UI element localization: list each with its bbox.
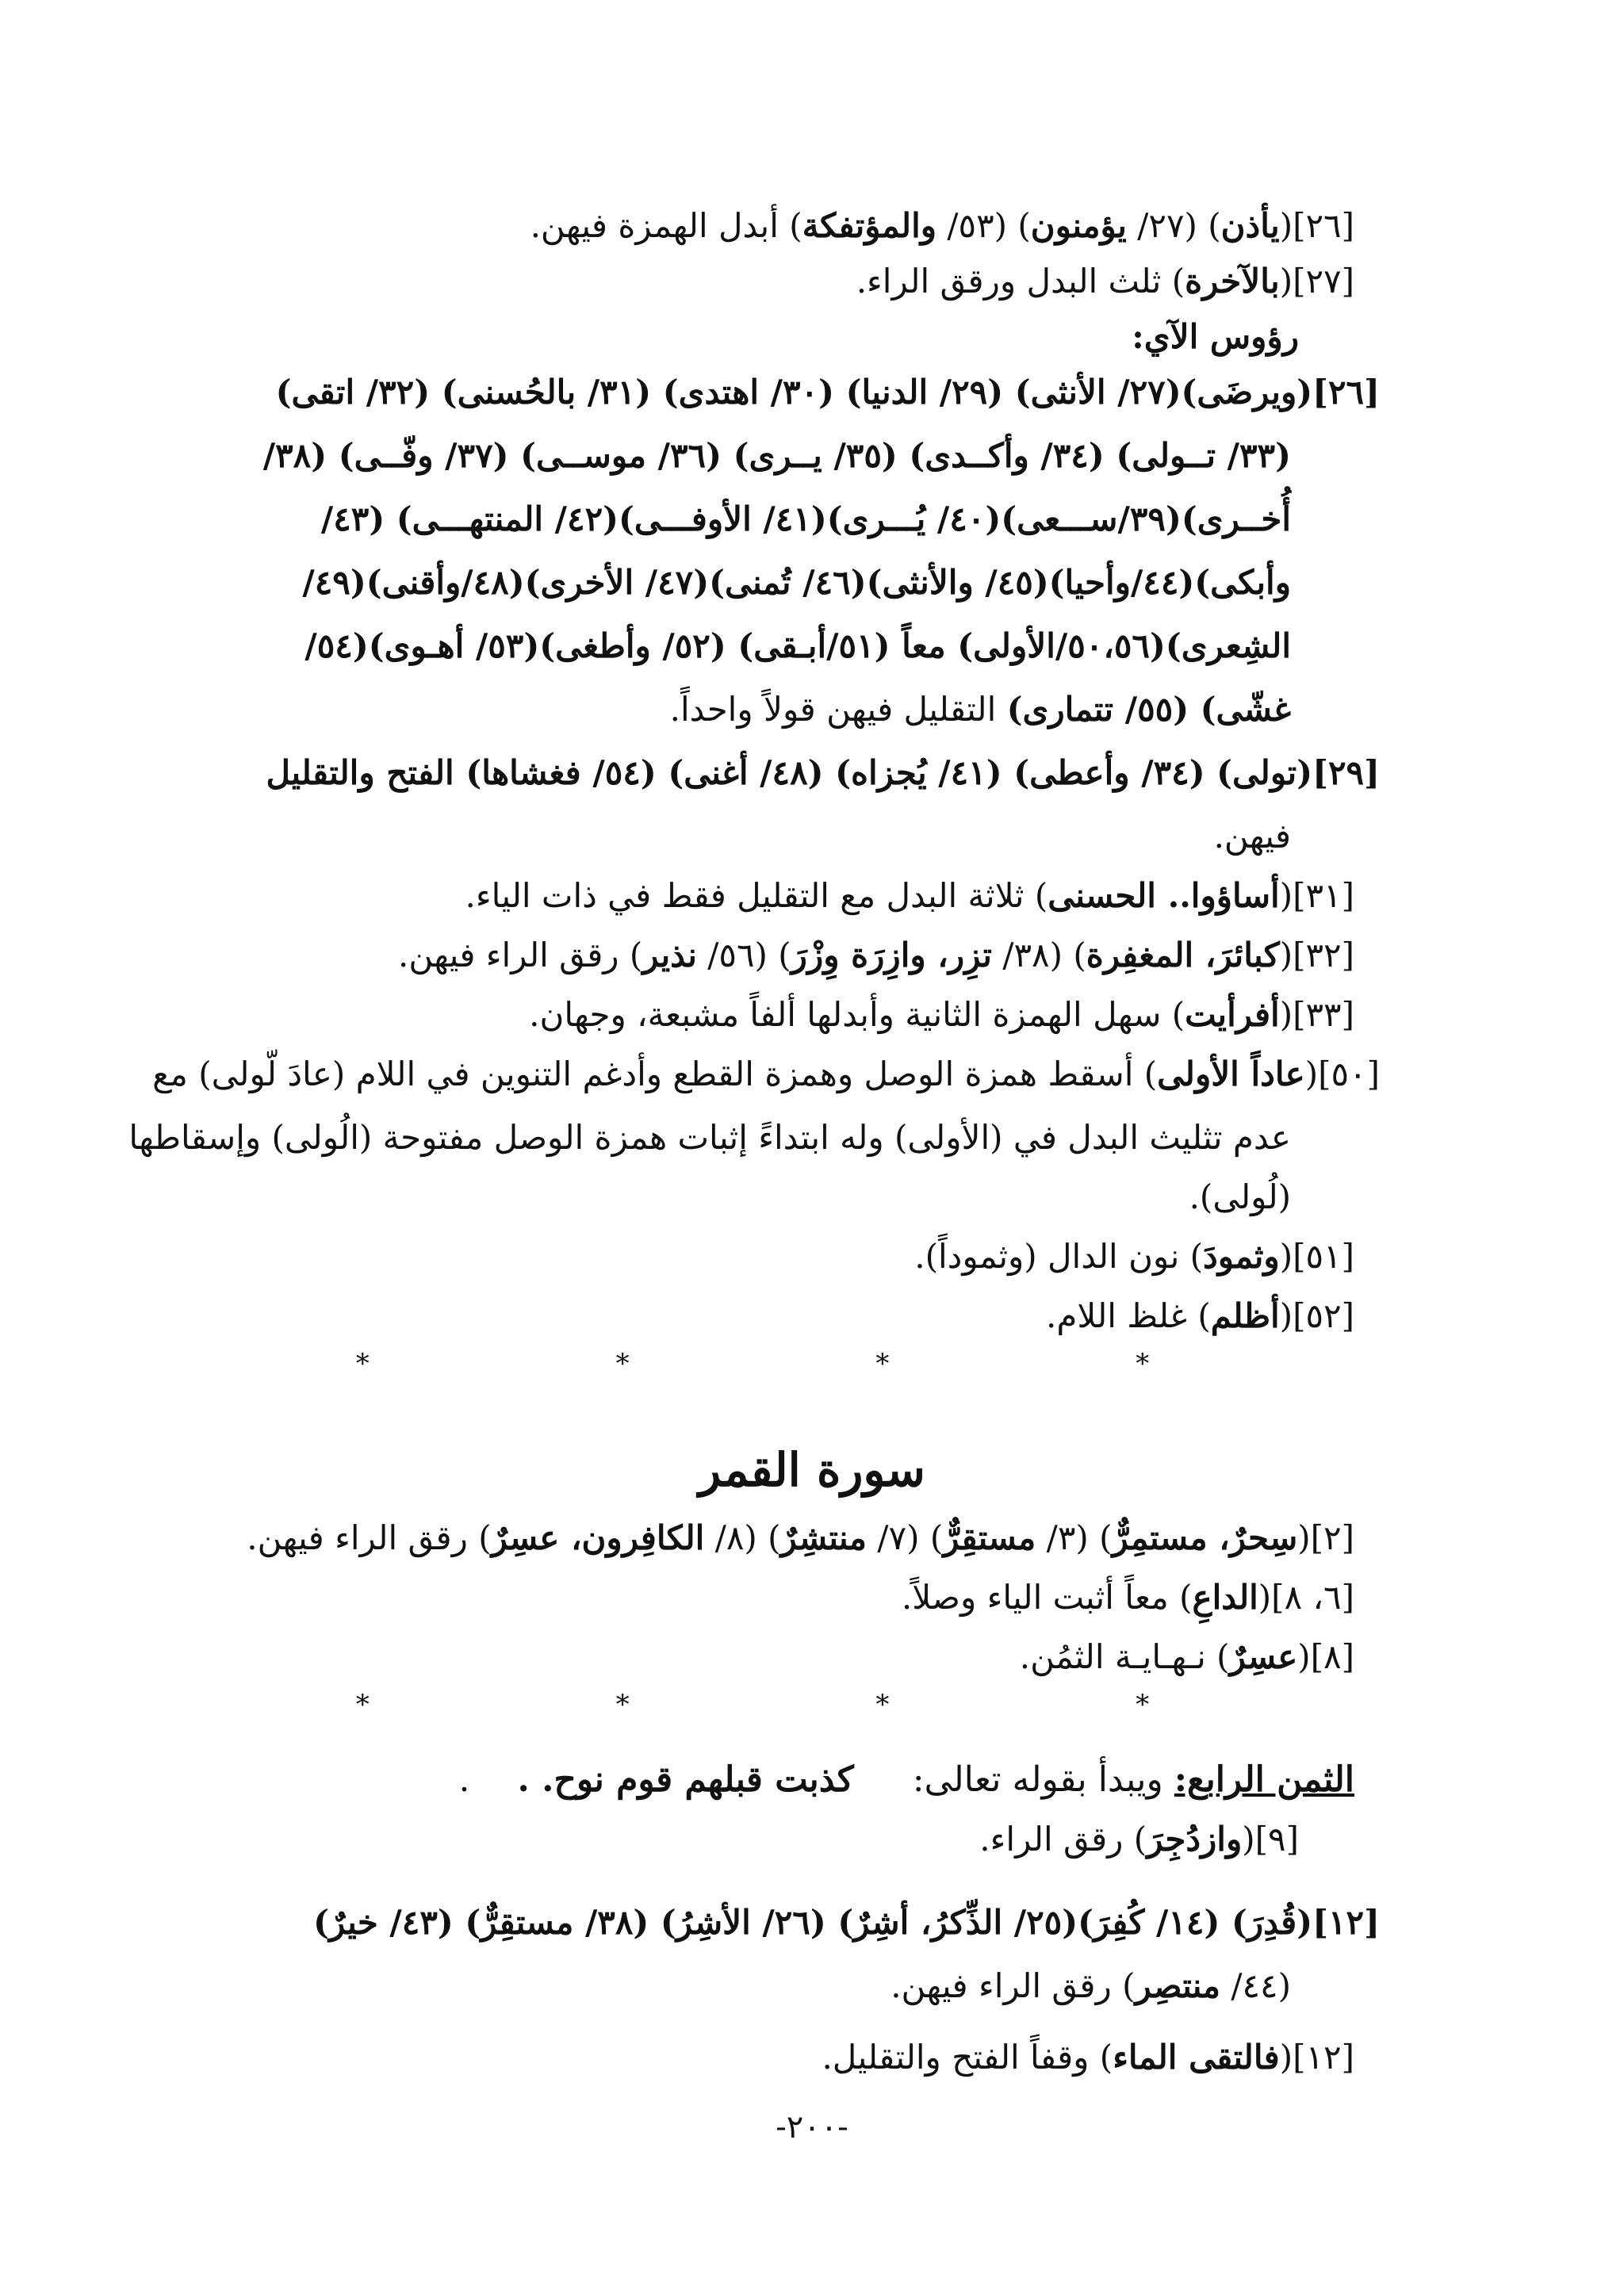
note-line-50-cont2: (لُولى).: [1189, 1177, 1291, 1216]
section-heading-ruus: رؤوس الآي:: [1132, 317, 1299, 356]
note-line-27: [٢٧](بالآخرة) ثلث البدل ورقق الراء.: [856, 262, 1354, 301]
section-separator-stars: * * * *: [355, 1348, 1269, 1380]
ruus-line-1: [٢٦](ويرضَى)(٢٧/ الأنثى) (٢٩/ الدنيا) (٣٠/ اهتدى) (٣١/ بالحُسنى) (٣٢/ اتقى): [275, 373, 1380, 412]
ruus-line-2: (٣٣/ تــولى) (٣٤/ وأكــدى) (٣٥/ يــرى) (٣٦/ موســى) (٣٧/ وفّــى) (٣٨/: [262, 436, 1291, 475]
note-line-12: [١٢](قُدِرَ) (١٤/ كُفِرَ)(٢٥/ الذِّكرُ، أشِرٌ) (٢٦/ الأشِرُ) (٣٨/ مستقِرٌّ) (٤٣/ خيرٌ): [313, 1903, 1380, 1942]
note-line-31: [٣١](أساؤوا.. الحسنى) ثلاثة البدل مع التقليل فقط في ذات الياء.: [465, 876, 1354, 915]
qamar-line-2: [٢](سِحرٌ، مستمِرٌّ) (٣/ مستقِرٌّ) (٧/ منتشِرٌ) (٨/ الكافِرون، عسِرٌ) رقق الراء فيهن.: [247, 1518, 1354, 1557]
note-line-29-cont: فيهن.: [1213, 817, 1291, 856]
ruus-line-3: أُخــرى)(٣٩/ســـعى)(٤٠/ يُـــرى)(٤١/ الأوفـــى)(٤٢/ المنتهـــى) (٤٣/: [320, 500, 1291, 538]
note-line-50-cont: عدم تثليث البدل في (الأولى) وله ابتداءً إثبات همزة الوصل مفتوحة (الُولى) وإسقاطها: [128, 1118, 1291, 1157]
note-line-32: [٣٢](كبائرَ، المغفِرة) (٣٨/ تزِر، وازِرَة وِزْرَ) (٥٦/ نذير) رقق الراء فيهن.: [397, 936, 1354, 974]
sura-title: سورة القمر: [699, 1443, 925, 1497]
note-line-50: [٥٠](عاداً الأولى) أسقط همزة الوصل وهمزة القطع وأدغم التنوين في اللام (عادَ لّولى) مع: [152, 1055, 1380, 1093]
note-line-9: [٩](وازدُجِرَ) رقق الراء.: [979, 1820, 1299, 1859]
note-line-51: [٥١](وثمودَ) نون الدال (وثموداً).: [914, 1237, 1354, 1276]
note-line-26: [٢٦](يأذن) (٢٧/ يؤمنون) (٥٣/ والمؤتفكة) أبدل الهمزة فيهن.: [530, 206, 1354, 245]
section-separator-stars-2: * * * *: [355, 1689, 1269, 1721]
thumn-verse: كذبت قبلهم قوم نوح. .: [517, 1759, 854, 1800]
ruus-line-5: الشِعرى)(٥٠،٥٦/الأولى) معاً (٥١/أبـقى) (٥٢/ وأطغى)(٥٣/ أهـوى)(٥٤/: [304, 626, 1291, 665]
page-number: -٢٠٠-: [776, 2109, 848, 2146]
ruus-line-4: وأبكى)(٤٤/وأحيا)(٤٥/ والأنثى)(٤٦/ تُمنى)(٤٧/ الأخرى)(٤٨/وأقنى)(٤٩/: [302, 563, 1291, 602]
note-line-52: [٥٢](أظلم) غلظ اللام.: [1046, 1296, 1354, 1335]
note-line-33: [٣٣](أفرأيت) سهل الهمزة الثانية وأبدلها ألفاً مشبعة، وجهان.: [529, 995, 1354, 1034]
thumn-label: الثمن الرابع:: [1174, 1759, 1354, 1800]
thumn-heading: الثمن الرابع: ويبدأ بقوله تعالى: كذبت قبلهم قوم نوح. ..: [458, 1759, 1354, 1800]
note-line-12-cont: (٤٤/ منتصِر) رقق الراء فيهن.: [891, 1966, 1291, 2005]
qamar-line-6-8: [٦، ٨](الداعِ) معاً أثبت الياء وصلاً.: [901, 1578, 1354, 1617]
qamar-line-8: [٨](عسِرٌ) نـهـايـة الثمُن.: [1019, 1637, 1354, 1676]
note-line-29: [٢٩](تولى) (٣٤/ وأعطى) (٤١/ يُجزاه) (٤٨/ أغنى) (٥٤/ فغشاها) الفتح والتقليل: [266, 753, 1380, 792]
note-line-12b: [١٢](فالتقى الماء) وقفاً الفتح والتقليل.: [822, 2038, 1354, 2077]
ruus-line-6: غشّى) (٥٥/ تتمارى) التقليل فيهن قولاً واحداً.: [669, 690, 1291, 729]
